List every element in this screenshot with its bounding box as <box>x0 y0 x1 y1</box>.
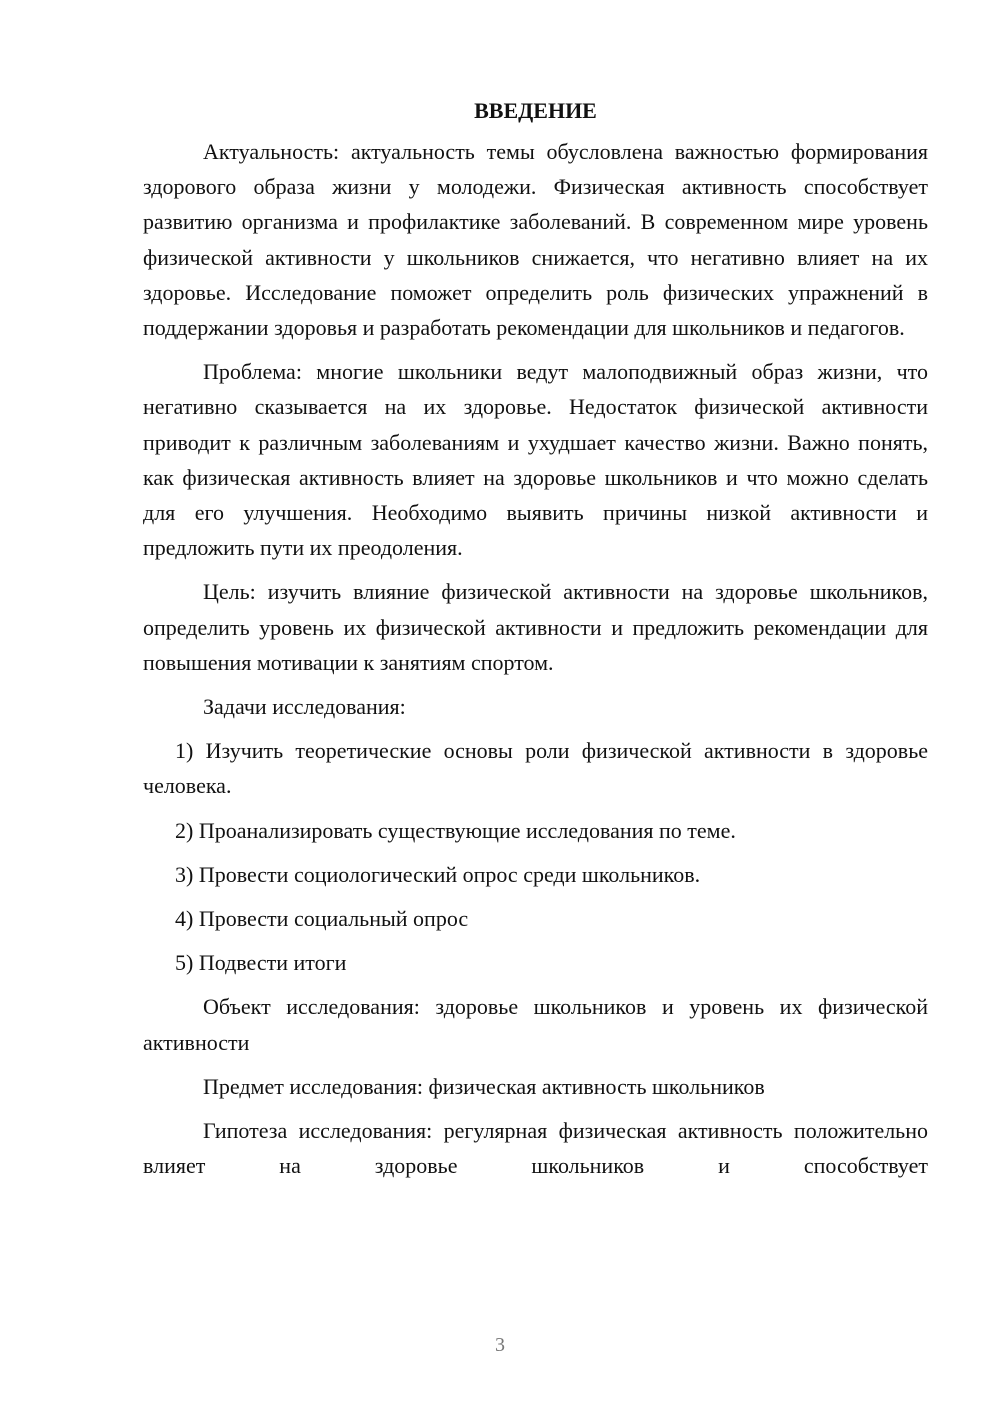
task-item-4: 4) Провести социальный опрос <box>175 906 469 932</box>
object-paragraph: Объект исследования: здоровье школьников и уровень их физической активности <box>143 994 928 1055</box>
task-item-1: 1) Изучить теоретические основы роли физической активности в здоровье человека. <box>143 738 928 799</box>
subject-paragraph: Предмет исследования: физическая активность школьников <box>203 1073 765 1099</box>
problem-paragraph: Проблема: многие школьники ведут малоподвижный образ жизни, что негативно сказывается на их здоровье. Недостаток физической активности приводит к различным заболеваниям и ухудшает качество жизни. Важно понять, как физическая активность влияет на здоровье школьников и что можно сделать для его улучшения. Необходимо выявить причины низкой активности и предложить пути их преодоления. <box>143 359 928 561</box>
relevance-paragraph: Актуальность: актуальность темы обусловлена важностью формирования здорового образа жизни у молодежи. Физическая активность способствует развитию организма и профилактике заболеваний. В современном мире уровень физической активности у школьников снижается, что негативно влияет на их здоровье. Исследование поможет определить роль физических упражнений в поддержании здоровья и разработать рекомендации для школьников и педагогов. <box>143 139 928 341</box>
task-item-3: 3) Провести социологический опрос среди школьников. <box>175 861 701 887</box>
goal-paragraph: Цель: изучить влияние физической активности на здоровье школьников, определить уровень их физической активности и предложить рекомендации для повышения мотивации к занятиям спортом. <box>143 579 928 675</box>
page-number: 3 <box>495 1334 505 1356</box>
hypothesis-paragraph: Гипотеза исследования: регулярная физическая активность положительно влияет на здоровье школьников и способствует <box>143 1118 928 1179</box>
page-content <box>143 96 928 1192</box>
tasks-heading: Задачи исследования: <box>203 694 406 720</box>
task-item-5: 5) Подвести итоги <box>175 950 347 976</box>
task-item-2: 2) Проанализировать существующие исследования по теме. <box>175 817 736 843</box>
section-title: ВВЕДЕНИЕ <box>474 98 597 123</box>
